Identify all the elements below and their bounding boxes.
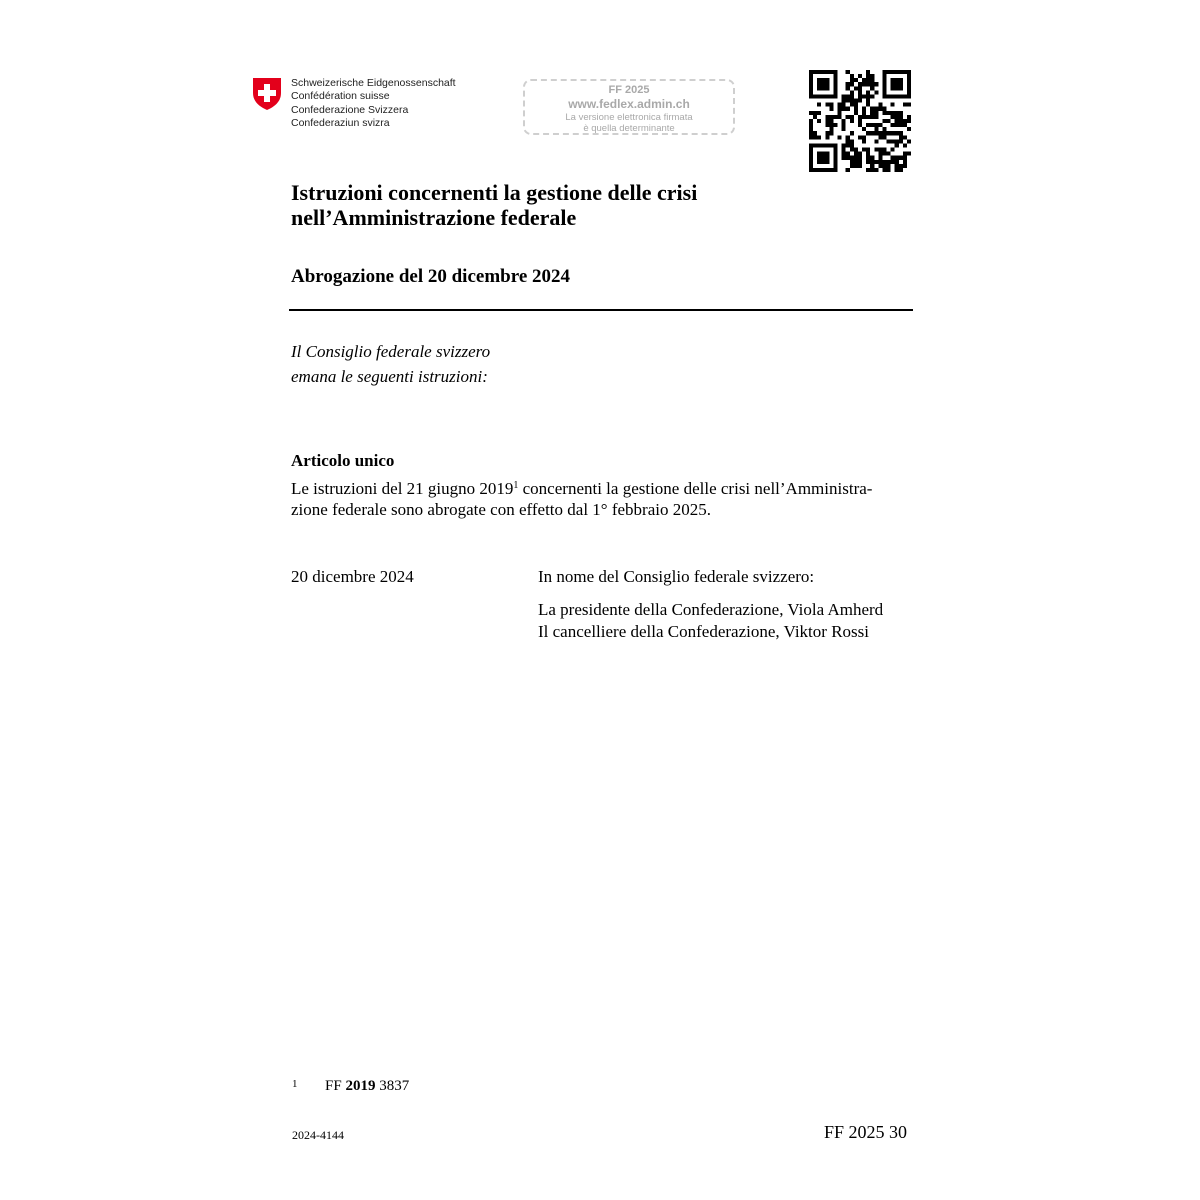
footnote-page: 3837 [375, 1078, 410, 1094]
footnote-year: 2019 [345, 1078, 376, 1094]
document-title [291, 180, 697, 230]
article-heading: Articolo unico [291, 451, 395, 470]
signatory-president: La presidente della Confederazione, Viola Amherd [538, 600, 884, 619]
stamp-note-line1: La versione elettronica firmata [565, 112, 693, 123]
signatory-chancellor: Il cancelliere della Confederazione, Viktor Rossi [538, 622, 869, 641]
swiss-cross-icon [252, 77, 282, 111]
preamble-line2: emana le seguenti istruzioni: [291, 367, 488, 386]
page-reference: FF 2025 30 [824, 1122, 908, 1142]
signature-intro: In nome del Consiglio federale svizzero: [538, 567, 815, 586]
stamp-url: www.fedlex.admin.ch [568, 97, 690, 111]
footnote-reference-link[interactable]: 1 [513, 480, 519, 491]
document-number: 2024-4144 [292, 1128, 344, 1142]
footnote-text [325, 1078, 409, 1095]
confederation-names [291, 77, 456, 130]
article-line2: zione federale sono abrogate con effetto dal 1° febbraio 2025. [291, 500, 711, 519]
confederation-name-rm: Confederaziun svizra [291, 116, 390, 129]
stamp-note-line2: è quella determinante [583, 123, 675, 134]
decision-date: 20 dicembre 2024 [291, 567, 414, 586]
qr-code-icon [809, 70, 911, 172]
preamble [291, 339, 490, 389]
signature-stamp [523, 79, 735, 135]
signatories [538, 599, 883, 643]
confederation-name-de: Schweizerische Eidgenossenschaft [291, 77, 456, 89]
article-text: concernenti la gestione delle crisi nell’Amministra- [518, 479, 873, 498]
confederation-name-fr: Confédération suisse [291, 90, 390, 103]
document-subtitle: Abrogazione del 20 dicembre 2024 [291, 266, 570, 287]
confederation-name-it: Confederazione Svizzera [291, 103, 409, 116]
title-divider [289, 309, 913, 311]
article-body [291, 478, 872, 520]
article-text: Le istruzioni del 21 giugno 2019 [291, 479, 514, 498]
document-title-line2: nell’Amministrazione federale [291, 205, 577, 230]
document-title-line1: Istruzioni concernenti la gestione delle crisi [291, 180, 698, 205]
preamble-line1: Il Consiglio federale svizzero [291, 342, 491, 361]
footnote-prefix: FF [325, 1078, 346, 1094]
footnote-number: 1 [292, 1078, 298, 1090]
stamp-publication: FF 2025 [608, 84, 650, 96]
article-line1 [291, 478, 872, 499]
